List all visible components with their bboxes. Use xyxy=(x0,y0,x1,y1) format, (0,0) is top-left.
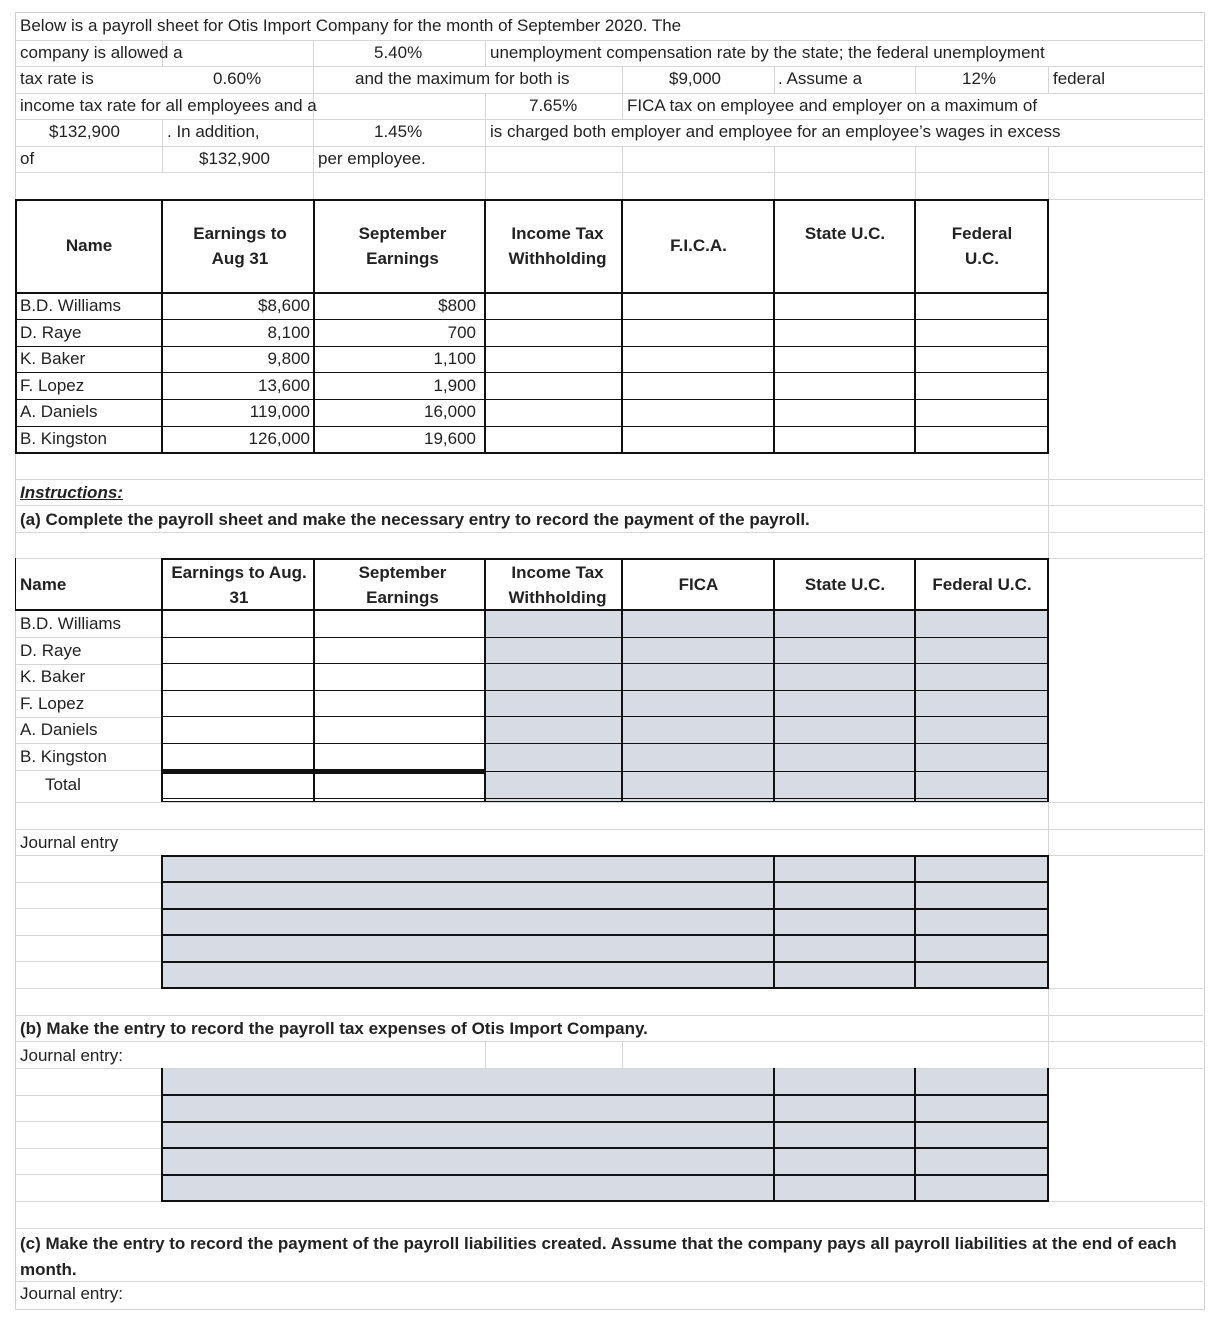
problem-text: tax rate is xyxy=(20,69,94,88)
problem-text: per employee. xyxy=(318,149,426,168)
answer-row-name: D. Raye xyxy=(20,641,82,660)
answer-total-label: Total xyxy=(45,775,81,794)
col-header-name: Name xyxy=(65,236,113,255)
instructions-heading: Instructions: xyxy=(20,483,123,502)
fica-rate: 7.65% xyxy=(529,96,578,115)
part-c-instruction: (c) Make the entry to record the payment of the payroll liabilities created. Assume that the company pays all payroll liabilities at the end of each month. xyxy=(20,1234,1177,1279)
answer-header-fica: FICA xyxy=(678,575,719,594)
col-header-september: September Earnings xyxy=(358,224,447,268)
table-row-name: A. Daniels xyxy=(20,402,98,421)
problem-line-1: Below is a payroll sheet for Otis Import Company for the month of September 2020. The xyxy=(20,16,682,35)
answer-row-name: B.D. Williams xyxy=(20,614,122,633)
table-row-name: K. Baker xyxy=(20,349,86,368)
fica-maximum: $132,900 xyxy=(49,122,120,141)
table-row-name: F. Lopez xyxy=(20,376,85,395)
problem-text: . Assume a xyxy=(778,69,863,88)
state-uc-rate: 5.40% xyxy=(374,43,423,62)
table-row-name: B.D. Williams xyxy=(20,296,122,315)
table-row-earnings: 8,100 xyxy=(267,323,310,342)
answer-header-name: Name xyxy=(20,575,67,594)
problem-text: company is allowed a xyxy=(20,43,183,62)
table-row-september: 1,900 xyxy=(433,376,476,395)
col-header-fica: F.I.C.A. xyxy=(670,236,727,255)
table-row-earnings: 9,800 xyxy=(267,349,310,368)
table-row-earnings: 13,600 xyxy=(258,376,310,395)
table-row-september: 700 xyxy=(447,323,476,342)
answer-header-earnings: Earnings to Aug. 31 xyxy=(171,563,307,607)
problem-text: . In addition, xyxy=(167,122,260,141)
problem-text: is charged both employer and employee for an employee’s wages in excess xyxy=(490,122,1061,141)
table-row-september: $800 xyxy=(438,296,476,315)
answer-header-state-uc: State U.C. xyxy=(804,575,886,594)
answer-row-name: K. Baker xyxy=(20,667,86,686)
answer-row-name: B. Kingston xyxy=(20,747,107,766)
income-tax-rate: 12% xyxy=(962,69,997,88)
instructions-part-a: (a) Complete the payroll sheet and make the necessary entry to record the payment of the payroll. xyxy=(20,510,810,529)
answer-header-income-tax: Income Tax Withholding xyxy=(508,563,607,607)
federal-uc-rate: 0.60% xyxy=(213,69,262,88)
table-row-september: 1,100 xyxy=(433,349,476,368)
table-row-name: D. Raye xyxy=(20,323,82,342)
table-row-september: 16,000 xyxy=(424,402,476,421)
table-row-name: B. Kingston xyxy=(20,429,107,448)
answer-header-september: September Earnings xyxy=(358,563,447,607)
part-b-instruction: (b) Make the entry to record the payroll tax expenses of Otis Import Company. xyxy=(20,1019,648,1038)
journal-entry-c-label: Journal entry: xyxy=(20,1284,123,1303)
problem-text: unemployment compensation rate by the state; the federal unemployment xyxy=(490,43,1045,62)
problem-text: FICA tax on employee and employer on a maximum of xyxy=(627,96,1038,115)
answer-row-name: A. Daniels xyxy=(20,720,98,739)
journal-entry-a-label: Journal entry xyxy=(20,833,119,852)
table-row-earnings: 119,000 xyxy=(249,402,310,421)
table-row-september: 19,600 xyxy=(424,429,476,448)
table-row-earnings: $8,600 xyxy=(258,296,310,315)
problem-text: of xyxy=(20,149,35,168)
table-row-earnings: 126,000 xyxy=(248,429,310,448)
journal-entry-b-label: Journal entry: xyxy=(20,1046,123,1065)
col-header-federal-uc: Federal U.C. xyxy=(951,224,1013,268)
uc-maximum: $9,000 xyxy=(669,69,721,88)
problem-text: and the maximum for both is xyxy=(355,69,570,88)
col-header-earnings: Earnings to Aug 31 xyxy=(193,224,287,268)
answer-row-name: F. Lopez xyxy=(20,694,85,713)
problem-text: federal xyxy=(1053,69,1105,88)
medicare-threshold: $132,900 xyxy=(199,149,270,168)
col-header-income-tax: Income Tax Withholding xyxy=(508,224,607,268)
col-header-state-uc: State U.C. xyxy=(804,224,886,243)
problem-text: income tax rate for all employees and a xyxy=(20,96,317,115)
medicare-rate: 1.45% xyxy=(374,122,423,141)
answer-header-federal-uc: Federal U.C. xyxy=(932,575,1032,594)
